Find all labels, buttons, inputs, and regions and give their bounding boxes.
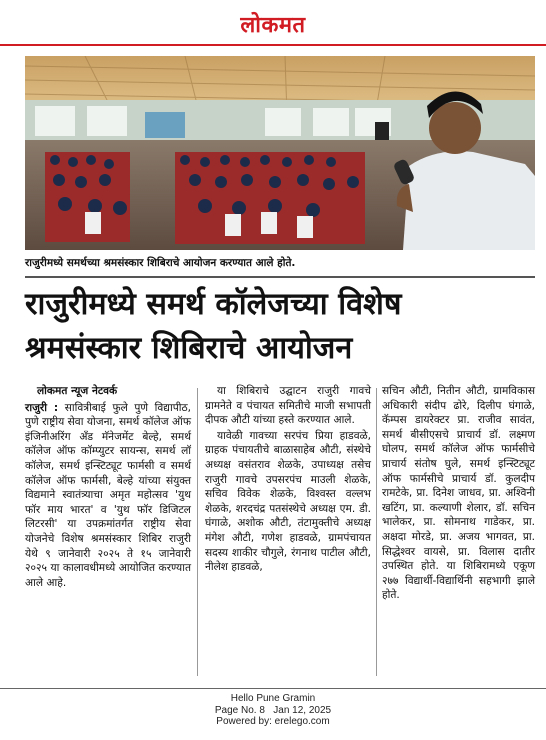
page-footer [0, 693, 546, 728]
article-column-3 [382, 384, 535, 604]
article-column-1 [25, 384, 191, 591]
article-column-2 [205, 384, 371, 576]
photo-caption: राजुरीमध्ये समर्थच्या श्रमसंस्कार शिबिराचे आयोजन करण्यात आले होते. [25, 257, 296, 269]
dateline-place: राजुरी : [25, 401, 59, 414]
article-text: सावित्रीबाई फुले पुणे विद्यापीठ, पुणे राष्ट्रीय सेवा योजना, समर्थ कॉलेज ऑफ इंजिनीअरिंग अँड मॅनेजमेंट बेल्हे, समर्थ कॉलेज ऑफ कॉम्प्युटर सायन्स, समर्थ लॉ कॉलेज, समर्थ इन्स्टिट्यूट फार्मसी व समर्थ कॉलेज ऑफ फार्मसी, बेल्हे यांच्या संयुक्त विद्यमाने स्वातंत्र्याचा अमृत महोत्सव 'युथ फॉर माय भारत' व 'युथ फॉर डिजिटल लिटरसी' या उपक्रमांतर्गत राष्ट्रीय सेवा योजनेचे विशेष श्रमसंस्कार शिबिर राजुरी येथे ९ जानेवारी २०२५ ते १५ जानेवारी २०२५ या कालावधीमध्ये आयोजित करण्यात आले आहे. [25, 401, 191, 589]
headline-line-2: श्रमसंस्कार शिबिराचे आयोजन [25, 330, 353, 366]
column-divider [197, 388, 198, 676]
masthead-divider [0, 44, 546, 46]
article-paragraph: यावेळी गावच्या सरपंच प्रिया हाडवळे, ग्राहक पंचायतीचे बाळासाहेब औटी, संस्थेचे अध्यक्ष वसंतराव शेळके, उपाध्यक्ष तसेच राजुरी गावचे उपसरपंच माउली शेळके, सचिव विवेक शेळके, विश्वस्त वल्लभ शेळके, शरदचंद्र पतसंस्थेचे अध्यक्ष एम. डी. घंगाळे, अशोक औटी, तंटामुक्तीचे अध्यक्ष मंगेश औटी, गणेश हाडवळे, ग्रामपंचायत सदस्य शाकीर चौगुले, रंगनाथ पाटील औटी, नीलेश हाडवळे, [205, 429, 371, 574]
byline: लोकमत न्यूज नेटवर्क [37, 385, 118, 397]
caption-divider [25, 276, 535, 278]
headline-line-1: राजुरीमध्ये समर्थ कॉलेजच्या विशेष [25, 286, 402, 322]
edition-name: Hello Pune Gramin [230, 693, 316, 704]
event-hall-illustration [25, 56, 535, 250]
news-photo [25, 56, 535, 250]
masthead [0, 0, 546, 46]
headline [25, 282, 535, 370]
newspaper-logo: लोकमत [240, 12, 306, 38]
article-paragraph-intro [25, 401, 191, 591]
article-body [25, 384, 535, 680]
powered-by: Powered by: erelego.com [216, 716, 330, 727]
page-and-date: Page No. 8 Jan 12, 2025 [214, 704, 332, 716]
column-divider [376, 388, 377, 676]
article-paragraph: या शिबिराचे उद्घाटन राजुरी गावचे ग्रामनेते व पंचायत समितीचे माजी सभापती दीपक औटी यांच्या हस्ते करण्यात आले. [205, 385, 371, 427]
footer-divider [0, 688, 546, 689]
article-paragraph: सचिन औटी, नितीन औटी, ग्रामविकास अधिकारी संदीप ढोरे, दिलीप घंगाळे, कॅम्पस डायरेक्टर प्रा. राजीव सावंत, समर्थ बीसीएसचे प्राचार्य डॉ. लक्ष्मण घोलप, समर्थ कॉलेज ऑफ फार्मसीचे प्राचार्य संतोष घुले, समर्थ इन्स्टिट्यूट ऑफ फार्मसीचे प्राचार्य डॉ. कुलदीप रामटेके, प्रा. दिनेश जाधव, प्रा. अश्विनी खटिंग, प्रा. कल्याणी शेलार, डॉ. सचिन भालेकर, प्रा. सोमनाथ गाडेकर, प्रा. अक्षदा मोरडे, प्रा. अजय भागवत, प्रा. सिद्धेश्वर वायसे, प्रा. विलास दातीर उपस्थित होते. या शिबिरामध्ये एकूण २७७ विद्यार्थी-विद्यार्थिनी सहभागी झाले होते. [382, 385, 535, 602]
